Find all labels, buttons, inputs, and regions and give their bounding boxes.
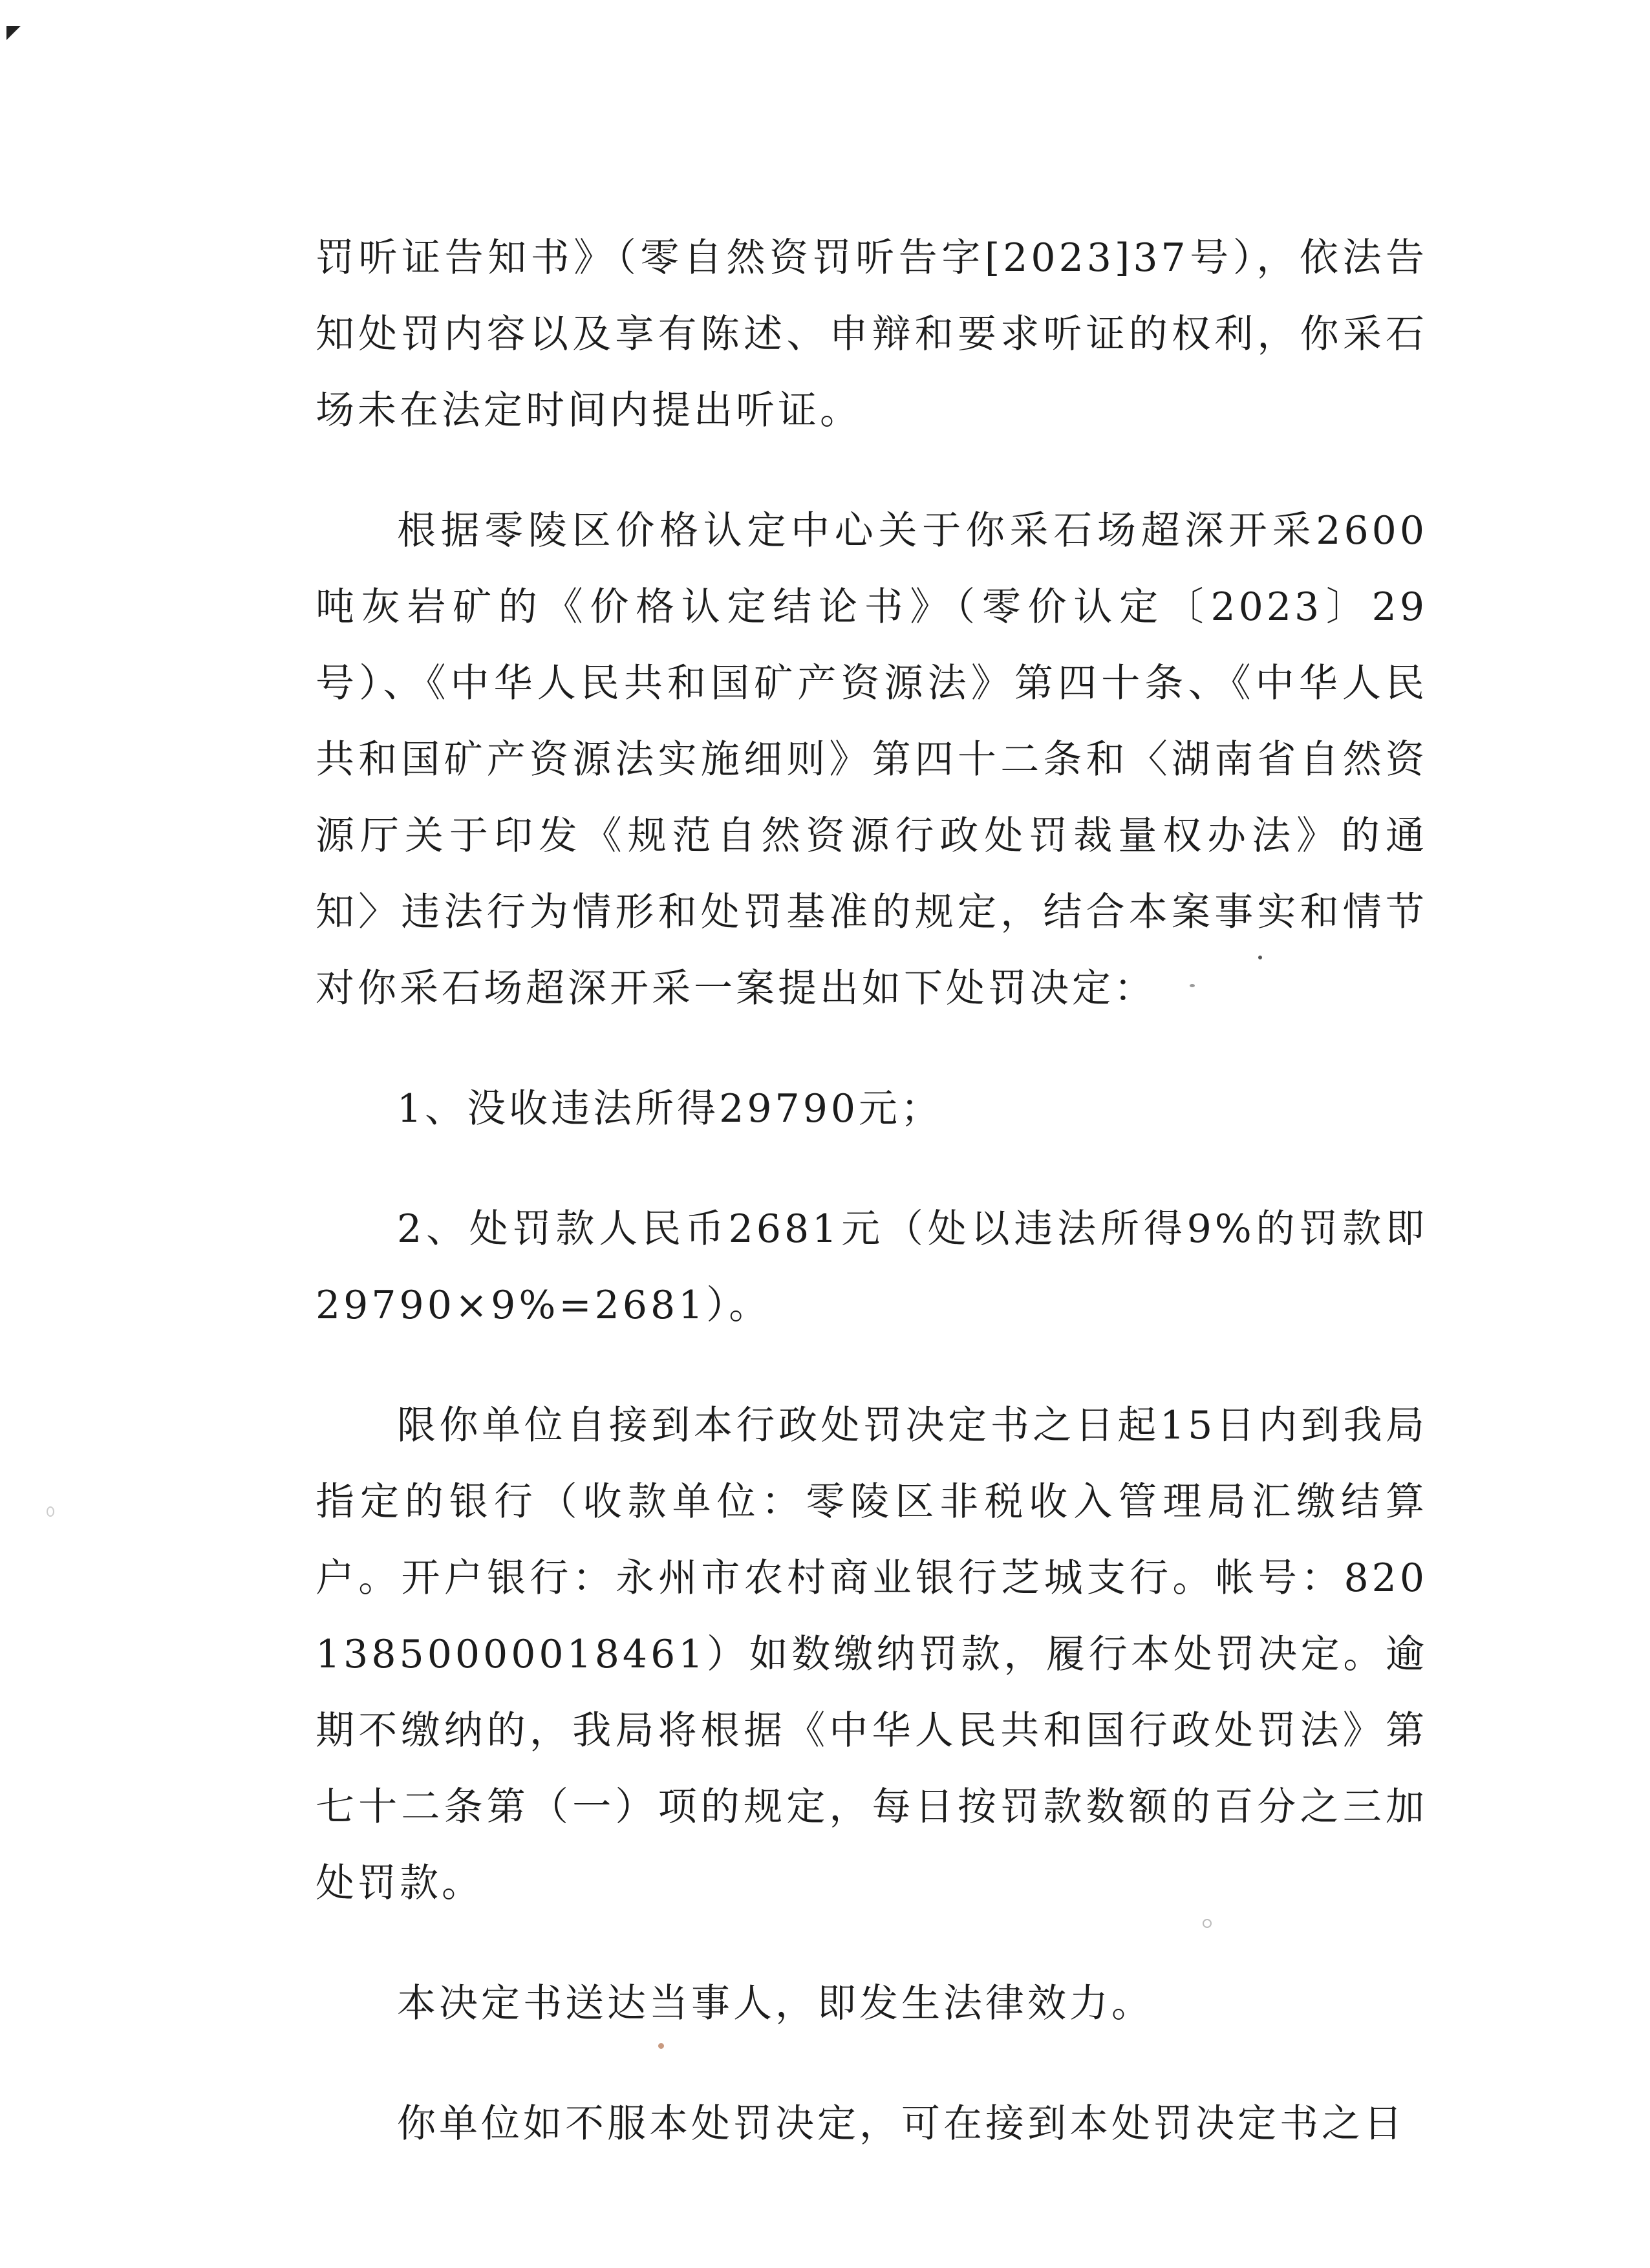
paragraph-penalty-item-1: 1、没收违法所得29790元； (397, 1086, 943, 1131)
scan-speck (658, 2043, 664, 2049)
scan-speck (1203, 1919, 1212, 1928)
paragraph-hearing-notice: 罚听证告知书》（零自然资罚听告字[2023]37号），依法告知处罚内容以及享有陈述、申辩和要求听证的权利，你采石场未在法定时间内提出听证。 (316, 235, 1428, 433)
scan-corner-mark (6, 26, 21, 40)
paragraph-penalty-item-2: 2、处罚款人民币2681元（处以违法所得9%的罚款即29790×9%=2681）。 (316, 1206, 1428, 1328)
document-body (316, 220, 1428, 2206)
paragraph-payment-instructions: 限你单位自接到本行政处罚决定书之日起15日内到我局指定的银行（收款单位：零陵区非税收入管理局汇缴结算户。开户银行：永州市农村商业银行芝城支行。帐号：82013850000018461）如数缴纳罚款，履行本处罚决定。逾期不缴纳的，我局将根据《中华人民共和国行政处罚法》第七十二条第（一）项的规定，每日按罚款数额的百分之三加处罚款。 (316, 1403, 1428, 1906)
scan-speck (47, 1506, 54, 1517)
scan-speck (1258, 956, 1262, 959)
paragraph-legal-basis: 根据零陵区价格认定中心关于你采石场超深开采2600吨灰岩矿的《价格认定结论书》（零价认定〔2023〕29号）、《中华人民共和国矿产资源法》第四十条、《中华人民共和国矿产资源法实施细则》第四十二条和〈湖南省自然资源厅关于印发《规范自然资源行政处罚裁量权办法》的通知〉违法行为情形和处罚基准的规定，结合本案事实和情节对你采石场超深开采一案提出如下处罚决定： (316, 508, 1428, 1011)
paragraph-appeal: 你单位如不服本处罚决定，可在接到本处罚决定书之日 (397, 2101, 1406, 2146)
scan-speck (1190, 984, 1195, 987)
paragraph-effectiveness: 本决定书送达当事人，即发生法律效力。 (397, 1981, 1153, 2026)
